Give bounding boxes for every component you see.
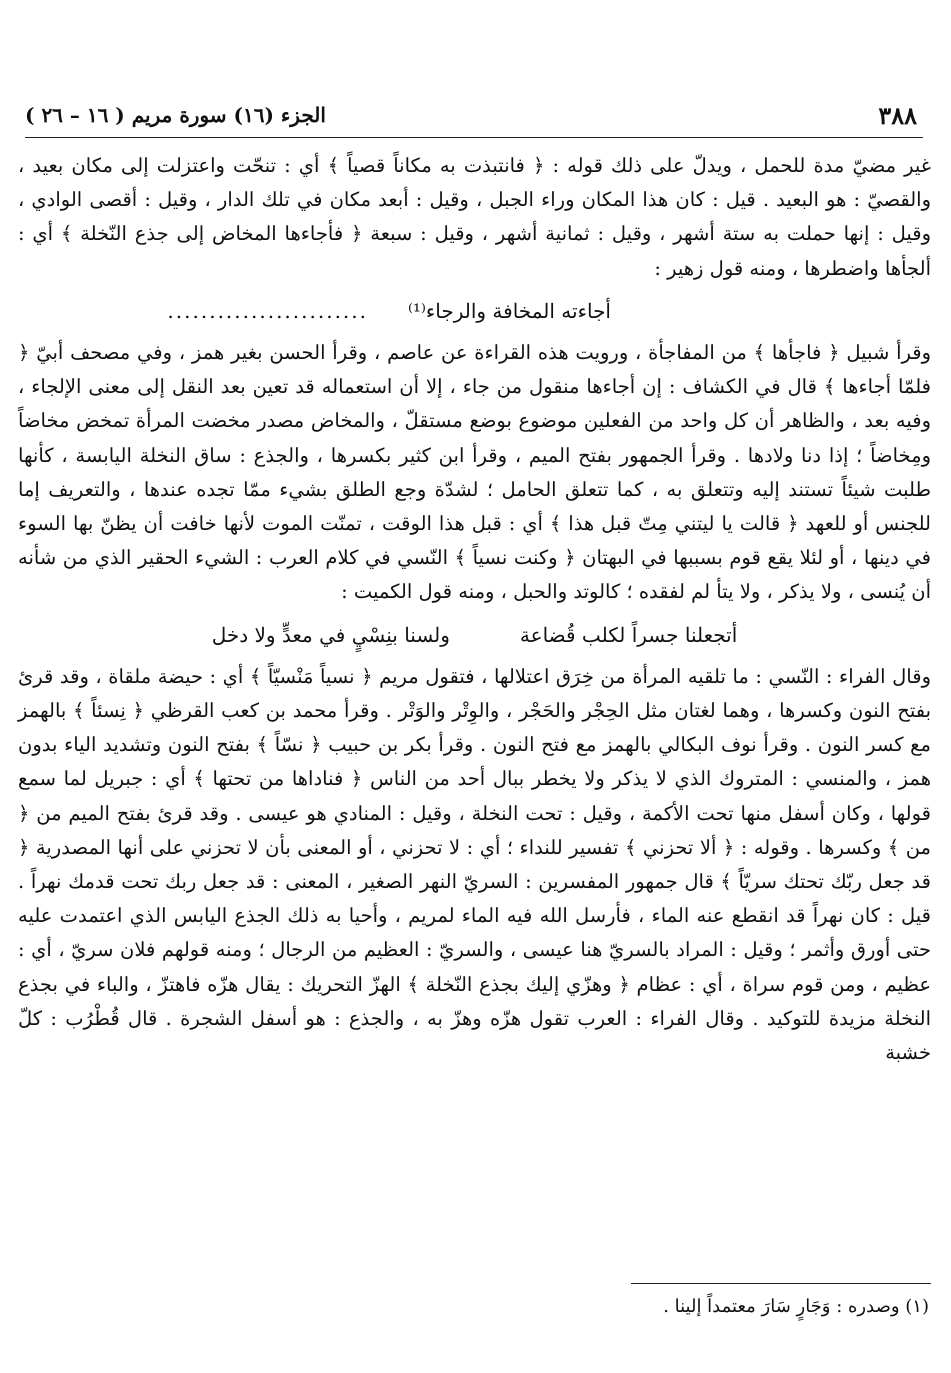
footnote: (١) وصدره : وَجَارٍ سَارَ معتمداً إلينا . — [663, 1296, 929, 1317]
header-divider — [25, 137, 923, 138]
verse-1-hemistich-right: أجاءته المخافة والرجاء⁽¹⁾ — [408, 298, 611, 323]
verse-2-hemistich-right: أتجعلنا جسراً لكلب قُضاعة — [519, 622, 738, 647]
page-number: ٣٨٨ — [878, 100, 917, 130]
page-header — [25, 96, 917, 134]
verse-2-hemistich-left: ولسنا بنِسْيٍ في معدٍّ ولا دخل — [211, 622, 450, 647]
main-text — [18, 149, 931, 1070]
poem-verse-1 — [18, 294, 931, 328]
verse-1-hemistich-left: ........................ — [167, 298, 368, 323]
poem-verse-2 — [18, 618, 931, 652]
footnote-divider — [631, 1283, 931, 1284]
paragraph-1: غير مضيّ مدة للحمل ، ويدلّ على ذلك قوله : ﴿ فانتبذت به مكاناً قصياً ﴾ أي : تنحّت واعتزلت إلى مكان بعيد ، والقصيّ : هو البعيد . قيل : كان هذا المكان وراء الجبل ، وقيل : أبعد مكان في تلك الدار ، وقيل : أقصى الوادي ، وقيل : إنها حملت به ستة أشهر ، وقيل : ثمانية أشهر ، وقيل : سبعة ﴿ فأجاءها المخاض إلى جذع النّخلة ﴾ أي : ألجأها واضطرها ، ومنه قول زهير : — [18, 154, 931, 280]
paragraph-3: وقال الفراء : النّسي : ما تلقيه المرأة من خِرَق اعتلالها ، فتقول مريم ﴿ نسياً مَنْسيّاً ﴾ أي : حيضة ملقاة ، وقد قرئ بفتح النون وكسرها ، وهما لغتان مثل الحِجْر والحَجْر ، والوِتْر والوَتْر . وقرأ محمد بن كعب القرظي ﴿ نِسئاً ﴾ بالهمز مع كسر النون . وقرأ نوف البكالي بالهمز مع فتح النون . وقرأ بكر بن حبيب ﴿ نسّاً ﴾ بفتح النون وتشديد الياء بدون همز ، والمنسي : المتروك الذي لا يذكر ولا يخطر ببال أحد من الناس ﴿ فناداها من تحتها ﴾ أي : جبريل لما سمع قولها ، وكان أسفل منها تحت الأكمة ، وقيل : تحت النخلة ، وقيل : المنادي هو عيسى . وقد قرئ بفتح الميم من ﴿ من ﴾ وكسرها . وقوله : ﴿ ألا تحزني ﴾ تفسير للنداء ؛ أي : لا تحزني ، أو المعنى بأن لا تحزني على أنها المصدرية ﴿ قد جعل ربّك تحتك سريّاً ﴾ قال جمهور المفسرين : السريّ النهر الصغير ، المعنى : قد جعل ربك تحت قدمك نهراً . قيل : كان نهراً قد انقطع عنه الماء ، فأرسل الله فيه الماء لمريم ، وأحيا به ذلك الجذع اليابس الذي اعتمدت عليه حتى أورق وأثمر ؛ وقيل : المراد بالسريّ هنا عيسى ، والسريّ : العظيم من الرجال ؛ ومنه قولهم فلان سريّ ، أي : عظيم ، ومن قوم سراة ، أي : عظام ﴿ وهزّي إليك بجذع النّخلة ﴾ الهزّ التحريك : يقال هزّه فاهتزّ ، والباء في بجذع النخلة مزيدة للتوكيد . وقال الفراء : العرب تقول هزّه وهزّ به ، والجذع : هو أسفل الشجرة . قال قُطْرُب : كلّ خشبة — [18, 664, 931, 1065]
paragraph-2: وقرأ شبيل ﴿ فاجأها ﴾ من المفاجأة ، ورويت هذه القراءة عن عاصم ، وقرأ الحسن بغير همز ، وفي مصحف أبيّ ﴿ فلمّا أجاءها ﴾ قال في الكشاف : إن أجاءها منقول من جاء ، إلا أن استعماله قد تعين بعد النقل إلى معنى الإلجاء ، وفيه بعد ، والظاهر أن كل واحد من الفعلين موضوع بوضع مستقلّ ، والمخاض مصدر مخضت المرأة تمخض مخاضاً ومِخاضاً ؛ إذا دنا ولادها . وقرأ الجمهور بفتح الميم ، وقرأ ابن كثير بكسرها ، والجذع : ساق النخلة اليابسة ، كأنها طلبت شيئاً تستند إليه وتتعلق به ، كما تتعلق الحامل ؛ لشدّة وجع الطلق بشيء ممّا تجده عندها ، والتعريف إما للجنس أو للعهد ﴿ قالت يا ليتني مِتّ قبل هذا ﴾ أي : قبل هذا الوقت ، تمنّت الموت لأنها خافت أن يظنّ بها السوء في دينها ، أو لئلا يقع قوم بسببها في البهتان ﴿ وكنت نسياً ﴾ النّسي في كلام العرب : الشيء الحقير الذي من شأنه أن يُنسى ، ولا يذكر ، ولا يتأ لم لفقده ؛ كالوتد والحبل ، ومنه قول الكميت : — [18, 341, 931, 604]
running-title: الجزء (١٦) سورة مريم ( ١٦ – ٢٦ ) — [25, 103, 326, 127]
